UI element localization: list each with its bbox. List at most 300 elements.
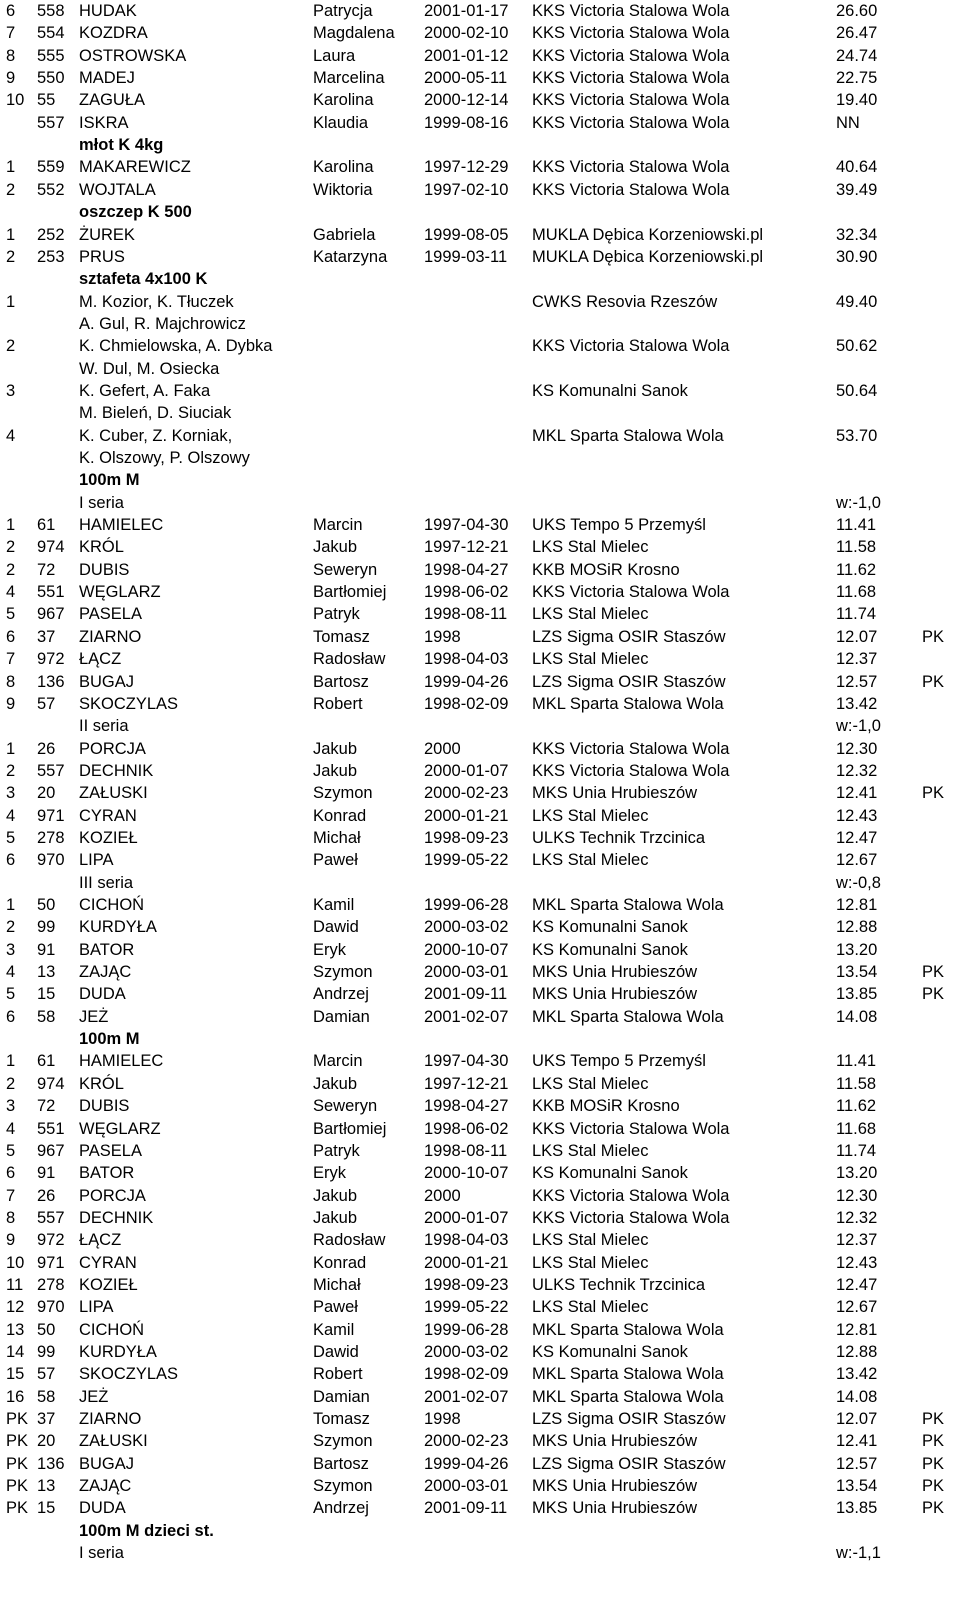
birth-date-cell: 2001-09-11 (424, 985, 508, 1004)
event-title: 100m M (79, 471, 140, 490)
result-cell: 12.57 (836, 672, 878, 691)
place-cell: 5 (6, 828, 16, 847)
result-cell: 11.68 (836, 583, 877, 602)
surname-cell: ŁĄCZ (79, 650, 122, 669)
bib-cell: 554 (37, 24, 65, 43)
birth-date-cell: 2000-10-07 (424, 1164, 509, 1183)
surname-cell: BUGAJ (79, 1454, 135, 1473)
result-row (0, 1050, 960, 1073)
bib-cell: 37 (37, 1410, 56, 1429)
place-cell: 6 (6, 627, 16, 646)
first-name-cell: Konrad (313, 806, 367, 825)
result-row (0, 805, 960, 828)
club-cell: LZS Sigma OSIR Staszów (532, 672, 726, 691)
result-cell: 13.54 (836, 963, 878, 982)
result-row (0, 983, 960, 1006)
place-cell: 5 (6, 985, 16, 1004)
result-cell: 19.40 (836, 91, 878, 110)
club-cell: KKS Victoria Stalowa Wola (532, 113, 730, 132)
birth-date-cell: 2000 (424, 739, 461, 758)
place-cell: 8 (6, 1208, 16, 1227)
result-cell: 12.07 (836, 627, 878, 646)
bib-cell: 550 (37, 69, 65, 88)
surname-cell: KOZIEŁ (79, 1275, 138, 1294)
result-row (0, 1408, 960, 1431)
result-row (0, 916, 960, 939)
relay-members-cell: K. Chmielowska, A. Dybka (79, 337, 273, 356)
first-name-cell: Seweryn (313, 560, 378, 579)
result-row (0, 1296, 960, 1319)
first-name-cell: Karolina (313, 158, 374, 177)
club-cell: LZS Sigma OSIR Staszów (532, 1454, 726, 1473)
result-row (0, 156, 960, 179)
birth-date-cell: 1997-12-21 (424, 538, 509, 557)
club-cell: CWKS Resovia Rzeszów (532, 292, 718, 311)
relay-members-cell: K. Cuber, Z. Korniak, (79, 426, 233, 445)
birth-date-cell: 1998-08-11 (424, 605, 508, 624)
heat-row (0, 1542, 960, 1565)
club-cell: ULKS Technik Trzcinica (532, 828, 706, 847)
relay-members-cell: K. Gefert, A. Faka (79, 381, 211, 400)
result-row (0, 0, 960, 23)
birth-date-cell: 1998 (424, 1410, 461, 1429)
place-cell: 6 (6, 2, 16, 20)
flag-cell: PK (922, 1454, 945, 1473)
place-cell: 4 (6, 583, 16, 602)
relay-members-cell: M. Kozior, K. Tłuczek (79, 292, 234, 311)
bib-cell: 557 (37, 113, 65, 132)
first-name-cell: Eryk (313, 1164, 346, 1183)
result-cell: 12.32 (836, 761, 878, 780)
club-cell: LZS Sigma OSIR Staszów (532, 1410, 726, 1429)
bib-cell: 50 (37, 896, 56, 914)
place-cell: 8 (6, 672, 16, 691)
surname-cell: LIPA (79, 851, 114, 870)
result-cell: 12.43 (836, 806, 878, 825)
bib-cell: 72 (37, 1097, 56, 1116)
result-row (0, 1386, 960, 1409)
club-cell: MKS Unia Hrubieszów (532, 1499, 698, 1518)
result-cell: 11.62 (836, 560, 877, 579)
club-cell: LKS Stal Mielec (532, 1231, 649, 1250)
first-name-cell: Damian (313, 1387, 370, 1406)
surname-cell: PASELA (79, 605, 142, 624)
bib-cell: 55 (37, 91, 56, 110)
place-cell: 5 (6, 1141, 16, 1160)
flag-cell: PK (922, 1410, 945, 1429)
result-cell: 22.75 (836, 69, 878, 88)
bib-cell: 57 (37, 1365, 56, 1384)
event-title: 100m M dzieci st. (79, 1521, 214, 1540)
bib-cell: 50 (37, 1320, 56, 1339)
club-cell: KKS Victoria Stalowa Wola (532, 24, 730, 43)
result-cell: 13.42 (836, 1365, 878, 1384)
first-name-cell: Laura (313, 46, 356, 65)
heat-label: II seria (79, 717, 129, 736)
birth-date-cell: 1997-04-30 (424, 516, 509, 535)
club-cell: MKL Sparta Stalowa Wola (532, 426, 724, 445)
surname-cell: KRÓL (79, 538, 124, 557)
club-cell: KKS Victoria Stalowa Wola (532, 180, 730, 199)
surname-cell: ZAJĄC (79, 1477, 132, 1496)
result-cell: 11.41 (836, 516, 877, 535)
result-row (0, 626, 960, 649)
birth-date-cell: 2001-02-07 (424, 1387, 509, 1406)
place-cell: 2 (6, 918, 16, 937)
heat-row (0, 872, 960, 895)
first-name-cell: Jakub (313, 1074, 358, 1093)
event-heading (0, 134, 960, 157)
result-row (0, 939, 960, 962)
birth-date-cell: 2000-01-21 (424, 806, 509, 825)
surname-cell: CYRAN (79, 806, 137, 825)
surname-cell: KOZIEŁ (79, 828, 138, 847)
place-cell: 15 (6, 1365, 25, 1384)
bib-cell: 57 (37, 694, 56, 713)
birth-date-cell: 1998-04-03 (424, 1231, 509, 1250)
surname-cell: DUDA (79, 985, 126, 1004)
place-cell: 8 (6, 46, 16, 65)
result-row (0, 1252, 960, 1275)
result-cell: 12.67 (836, 851, 878, 870)
bib-cell: 278 (37, 1275, 65, 1294)
result-cell: 12.37 (836, 1231, 878, 1250)
surname-cell: PASELA (79, 1141, 142, 1160)
birth-date-cell: 1998-04-03 (424, 650, 509, 669)
bib-cell: 557 (37, 761, 65, 780)
result-cell: 13.20 (836, 1164, 878, 1183)
bib-cell: 974 (37, 538, 65, 557)
result-row (0, 1118, 960, 1141)
birth-date-cell: 1998-09-23 (424, 1275, 509, 1294)
bib-cell: 278 (37, 828, 65, 847)
bib-cell: 971 (37, 1253, 65, 1272)
club-cell: MKL Sparta Stalowa Wola (532, 1387, 724, 1406)
bib-cell: 99 (37, 1343, 56, 1361)
place-cell: 9 (6, 694, 16, 713)
surname-cell: WOJTALA (79, 180, 156, 199)
bib-cell: 61 (37, 1052, 56, 1071)
result-cell: 12.43 (836, 1253, 878, 1272)
place-cell: 1 (6, 896, 16, 914)
surname-cell: ZIARNO (79, 627, 142, 646)
first-name-cell: Robert (313, 1365, 363, 1384)
first-name-cell: Michał (313, 828, 361, 847)
bib-cell: 970 (37, 1298, 65, 1317)
club-cell: MKS Unia Hrubieszów (532, 963, 698, 982)
birth-date-cell: 1999-03-11 (424, 247, 508, 266)
relay-members-cell: M. Bieleń, D. Siuciak (79, 404, 232, 423)
birth-date-cell: 2000 (424, 1186, 461, 1205)
result-cell: 12.88 (836, 918, 878, 937)
surname-cell: ZAGUŁA (79, 91, 146, 110)
surname-cell: PRUS (79, 247, 125, 266)
result-cell: 12.47 (836, 1275, 878, 1294)
bib-cell: 61 (37, 516, 56, 535)
place-cell: 10 (6, 91, 25, 110)
club-cell: LKS Stal Mielec (532, 1253, 649, 1272)
event-title: sztafeta 4x100 K (79, 270, 208, 289)
result-cell: 11.74 (836, 1141, 877, 1160)
place-cell: 3 (6, 1097, 16, 1116)
wind-reading: w:-1,0 (836, 493, 881, 512)
flag-cell: PK (922, 1432, 945, 1451)
place-cell: 1 (6, 516, 16, 535)
event-title: młot K 4kg (79, 136, 164, 155)
birth-date-cell: 1999-06-28 (424, 896, 509, 914)
event-heading (0, 268, 960, 291)
birth-date-cell: 1999-05-22 (424, 851, 509, 870)
result-cell: 12.57 (836, 1454, 878, 1473)
relay-row (0, 358, 960, 381)
club-cell: LZS Sigma OSIR Staszów (532, 627, 726, 646)
result-row (0, 782, 960, 805)
birth-date-cell: 1999-06-28 (424, 1320, 509, 1339)
result-cell: 32.34 (836, 225, 878, 244)
result-cell: 14.08 (836, 1387, 878, 1406)
bib-cell: 15 (37, 985, 56, 1004)
first-name-cell: Jakub (313, 1208, 358, 1227)
club-cell: MKS Unia Hrubieszów (532, 1432, 698, 1451)
bib-cell: 253 (37, 247, 65, 266)
bib-cell: 91 (37, 940, 56, 959)
club-cell: LKS Stal Mielec (532, 806, 649, 825)
birth-date-cell: 1999-08-16 (424, 113, 509, 132)
result-row (0, 1319, 960, 1342)
first-name-cell: Patryk (313, 1141, 360, 1160)
result-cell: 12.47 (836, 828, 878, 847)
result-row (0, 1073, 960, 1096)
surname-cell: ZIARNO (79, 1410, 142, 1429)
club-cell: KKS Victoria Stalowa Wola (532, 69, 730, 88)
birth-date-cell: 2000-02-23 (424, 784, 509, 803)
birth-date-cell: 1997-04-30 (424, 1052, 509, 1071)
birth-date-cell: 2000-01-07 (424, 1208, 509, 1227)
surname-cell: WĘGLARZ (79, 583, 161, 602)
place-cell: PK (6, 1410, 29, 1429)
club-cell: LKS Stal Mielec (532, 851, 649, 870)
first-name-cell: Bartłomiej (313, 1119, 387, 1138)
birth-date-cell: 2001-01-17 (424, 2, 509, 20)
first-name-cell: Magdalena (313, 24, 395, 43)
club-cell: KS Komunalni Sanok (532, 940, 688, 959)
place-cell: 1 (6, 1052, 16, 1071)
club-cell: MUKLA Dębica Korzeniowski.pl (532, 225, 764, 244)
first-name-cell: Jakub (313, 1186, 358, 1205)
place-cell: 2 (6, 180, 16, 199)
heat-row (0, 715, 960, 738)
birth-date-cell: 1999-04-26 (424, 672, 509, 691)
bib-cell: 559 (37, 158, 65, 177)
first-name-cell: Katarzyna (313, 247, 388, 266)
relay-row (0, 313, 960, 336)
club-cell: KKB MOSiR Krosno (532, 1097, 680, 1116)
club-cell: KKS Victoria Stalowa Wola (532, 2, 730, 20)
birth-date-cell: 2000-03-01 (424, 963, 509, 982)
first-name-cell: Bartłomiej (313, 583, 387, 602)
place-cell: 1 (6, 158, 16, 177)
surname-cell: ZAŁUSKI (79, 1432, 148, 1451)
surname-cell: WĘGLARZ (79, 1119, 161, 1138)
surname-cell: HAMIELEC (79, 1052, 164, 1071)
surname-cell: BATOR (79, 940, 135, 959)
result-row (0, 224, 960, 247)
club-cell: LKS Stal Mielec (532, 1298, 649, 1317)
relay-members-cell: W. Dul, M. Osiecka (79, 359, 220, 378)
surname-cell: ZAŁUSKI (79, 784, 148, 803)
birth-date-cell: 2000-05-11 (424, 69, 508, 88)
surname-cell: CICHOŃ (79, 896, 145, 914)
bib-cell: 26 (37, 1186, 56, 1205)
relay-row (0, 335, 960, 358)
bib-cell: 136 (37, 672, 65, 691)
result-cell: 53.70 (836, 426, 878, 445)
result-row (0, 961, 960, 984)
club-cell: MUKLA Dębica Korzeniowski.pl (532, 247, 764, 266)
club-cell: MKL Sparta Stalowa Wola (532, 1365, 724, 1384)
result-row (0, 894, 960, 917)
place-cell: 2 (6, 247, 16, 266)
place-cell: 3 (6, 784, 16, 803)
place-cell: 4 (6, 426, 16, 445)
place-cell: 4 (6, 963, 16, 982)
bib-cell: 58 (37, 1007, 56, 1026)
first-name-cell: Seweryn (313, 1097, 378, 1116)
event-title: oszczep K 500 (79, 203, 192, 222)
first-name-cell: Andrzej (313, 1499, 369, 1518)
bib-cell: 551 (37, 583, 65, 602)
result-row (0, 1207, 960, 1230)
surname-cell: KURDYŁA (79, 1343, 157, 1361)
place-cell: 2 (6, 761, 16, 780)
result-cell: 11.74 (836, 605, 877, 624)
club-cell: MKL Sparta Stalowa Wola (532, 896, 724, 914)
surname-cell: BATOR (79, 1164, 135, 1183)
surname-cell: PORCJA (79, 739, 146, 758)
relay-row (0, 291, 960, 314)
result-cell: 12.07 (836, 1410, 878, 1429)
surname-cell: BUGAJ (79, 672, 135, 691)
result-row (0, 1095, 960, 1118)
surname-cell: JEŻ (79, 1387, 109, 1406)
bib-cell: 37 (37, 627, 56, 646)
first-name-cell: Jakub (313, 739, 358, 758)
birth-date-cell: 2000-10-07 (424, 940, 509, 959)
result-row (0, 246, 960, 269)
event-heading (0, 201, 960, 224)
birth-date-cell: 2000-01-21 (424, 1253, 509, 1272)
surname-cell: CYRAN (79, 1253, 137, 1272)
result-cell: 13.54 (836, 1477, 878, 1496)
surname-cell: ŁĄCZ (79, 1231, 122, 1250)
place-cell: 13 (6, 1320, 25, 1339)
birth-date-cell: 2000-02-10 (424, 24, 509, 43)
club-cell: KKS Victoria Stalowa Wola (532, 1119, 730, 1138)
club-cell: KKS Victoria Stalowa Wola (532, 761, 730, 780)
flag-cell: PK (922, 985, 945, 1004)
result-cell: 12.37 (836, 650, 878, 669)
result-cell: 12.81 (836, 1320, 878, 1339)
club-cell: KS Komunalni Sanok (532, 918, 688, 937)
birth-date-cell: 1998-06-02 (424, 1119, 509, 1138)
first-name-cell: Klaudia (313, 113, 369, 132)
surname-cell: SKOCZYLAS (79, 1365, 179, 1384)
surname-cell: MADEJ (79, 69, 135, 88)
bib-cell: 91 (37, 1164, 56, 1183)
club-cell: KS Komunalni Sanok (532, 1164, 688, 1183)
place-cell: 1 (6, 225, 16, 244)
result-cell: 12.30 (836, 1186, 878, 1205)
result-cell: 14.08 (836, 1007, 878, 1026)
birth-date-cell: 2000-12-14 (424, 91, 509, 110)
bib-cell: 58 (37, 1387, 56, 1406)
result-row (0, 1185, 960, 1208)
place-cell: 2 (6, 538, 16, 557)
first-name-cell: Radosław (313, 650, 386, 669)
result-row (0, 827, 960, 850)
first-name-cell: Tomasz (313, 1410, 370, 1429)
result-cell: 24.74 (836, 46, 878, 65)
result-cell: 13.85 (836, 1499, 878, 1518)
bib-cell: 136 (37, 1454, 65, 1473)
first-name-cell: Marcin (313, 1052, 363, 1071)
first-name-cell: Robert (313, 694, 363, 713)
birth-date-cell: 2000-03-02 (424, 918, 509, 937)
result-row (0, 45, 960, 68)
club-cell: KKS Victoria Stalowa Wola (532, 1208, 730, 1227)
surname-cell: PORCJA (79, 1186, 146, 1205)
surname-cell: HUDAK (79, 2, 137, 20)
first-name-cell: Tomasz (313, 627, 370, 646)
bib-cell: 555 (37, 46, 65, 65)
place-cell: 16 (6, 1387, 25, 1406)
first-name-cell: Marcelina (313, 69, 385, 88)
flag-cell: PK (922, 784, 945, 803)
place-cell: 4 (6, 1119, 16, 1138)
bib-cell: 972 (37, 650, 65, 669)
bib-cell: 20 (37, 1432, 56, 1451)
result-row (0, 1341, 960, 1364)
first-name-cell: Szymon (313, 1477, 373, 1496)
place-cell: 3 (6, 940, 16, 959)
result-cell: 12.32 (836, 1208, 878, 1227)
bib-cell: 99 (37, 918, 56, 937)
first-name-cell: Szymon (313, 1432, 373, 1451)
result-row (0, 1497, 960, 1520)
result-cell: 11.58 (836, 538, 877, 557)
result-row (0, 671, 960, 694)
result-row (0, 1140, 960, 1163)
surname-cell: DUBIS (79, 560, 130, 579)
place-cell: 3 (6, 381, 16, 400)
place-cell: 1 (6, 739, 16, 758)
result-row (0, 1229, 960, 1252)
birth-date-cell: 2001-09-11 (424, 1499, 508, 1518)
surname-cell: MAKAREWICZ (79, 158, 191, 177)
bib-cell: 971 (37, 806, 65, 825)
bib-cell: 72 (37, 560, 56, 579)
heat-label: I seria (79, 493, 124, 512)
club-cell: KKS Victoria Stalowa Wola (532, 158, 730, 177)
first-name-cell: Dawid (313, 1343, 359, 1361)
result-cell: 13.85 (836, 985, 878, 1004)
result-cell: 40.64 (836, 158, 878, 177)
club-cell: KS Komunalni Sanok (532, 1343, 688, 1361)
first-name-cell: Jakub (313, 761, 358, 780)
birth-date-cell: 1997-02-10 (424, 180, 509, 199)
heat-label: I seria (79, 1544, 124, 1563)
surname-cell: JEŻ (79, 1007, 109, 1026)
